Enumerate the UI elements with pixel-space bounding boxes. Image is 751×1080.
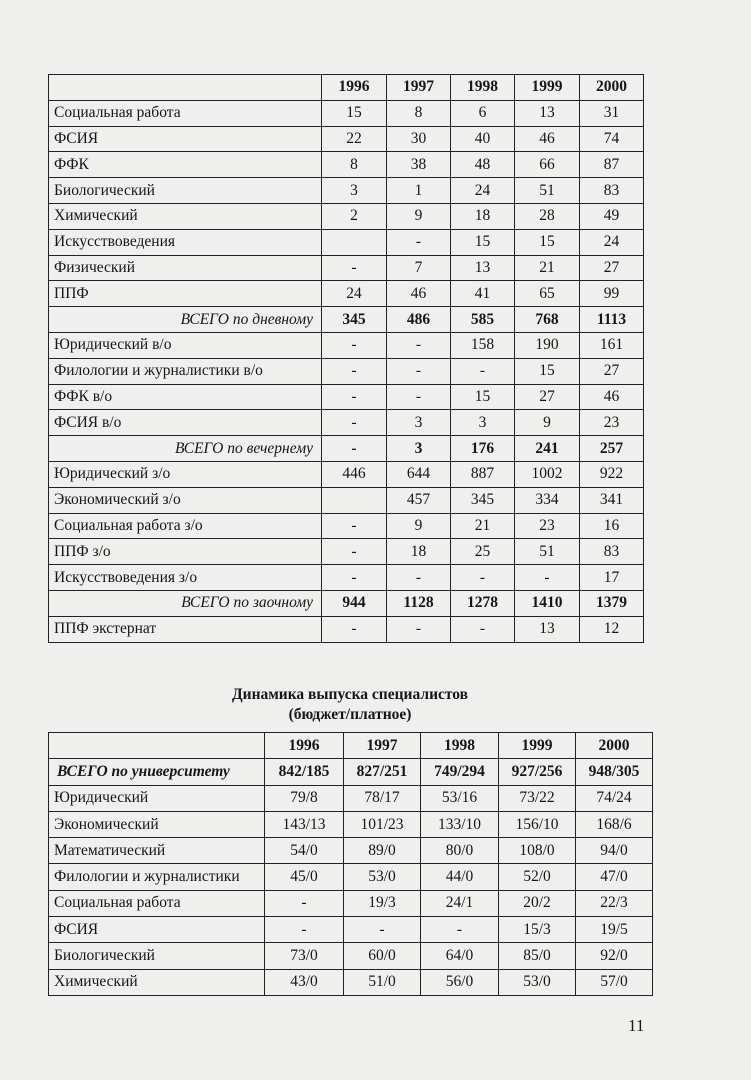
value-cell: 176 (451, 436, 515, 462)
value-cell: 887 (451, 461, 515, 487)
value-cell: 21 (451, 513, 515, 539)
value-cell: 15 (451, 229, 515, 255)
row-label: Экономический з/о (49, 487, 322, 513)
value-cell: 585 (451, 307, 515, 333)
value-cell: 28 (515, 203, 580, 229)
table-row (49, 565, 644, 591)
value-cell: - (387, 616, 451, 642)
value-cell: - (322, 539, 387, 565)
value-cell: - (451, 358, 515, 384)
value-cell: 49 (580, 203, 644, 229)
total-row (49, 759, 653, 785)
value-cell: 7 (387, 255, 451, 281)
row-label: ППФ з/о (49, 539, 322, 565)
value-cell: 16 (580, 513, 644, 539)
value-cell: 60/0 (344, 943, 421, 969)
value-cell: 944 (322, 590, 387, 616)
value-cell: 15/3 (499, 917, 576, 943)
value-cell: 92/0 (576, 943, 653, 969)
value-cell: 2 (322, 203, 387, 229)
total-row (49, 436, 644, 462)
value-cell: 257 (580, 436, 644, 462)
value-cell: 9 (387, 203, 451, 229)
value-cell: 53/0 (499, 969, 576, 995)
value-cell: 3 (451, 410, 515, 436)
row-label: Социальная работа (49, 890, 265, 916)
year-header: 2000 (576, 733, 653, 759)
value-cell: 1278 (451, 590, 515, 616)
row-label: ФСИЯ в/о (49, 410, 322, 436)
value-cell: 31 (580, 100, 644, 126)
value-cell: 53/0 (344, 864, 421, 890)
value-cell: 8 (322, 152, 387, 178)
value-cell: 18 (451, 203, 515, 229)
value-cell: 345 (322, 307, 387, 333)
value-cell: - (515, 565, 580, 591)
value-cell: 341 (580, 487, 644, 513)
table-row (49, 785, 653, 811)
value-cell: 46 (580, 384, 644, 410)
value-cell: 99 (580, 281, 644, 307)
table-row (49, 100, 644, 126)
row-label: Юридический (49, 785, 265, 811)
value-cell: 168/6 (576, 811, 653, 837)
value-cell: 21 (515, 255, 580, 281)
row-label: Искусствоведения (49, 229, 322, 255)
value-cell: 57/0 (576, 969, 653, 995)
row-label: Искусствоведения з/о (49, 565, 322, 591)
table-row (49, 943, 653, 969)
value-cell: - (322, 616, 387, 642)
page-number: 11 (628, 1016, 645, 1035)
value-cell: 43/0 (265, 969, 344, 995)
value-cell: 24 (580, 229, 644, 255)
value-cell: 47/0 (576, 864, 653, 890)
value-cell: 1128 (387, 590, 451, 616)
value-cell: 27 (580, 358, 644, 384)
value-cell: 80/0 (421, 838, 499, 864)
table-row (49, 152, 644, 178)
value-cell: - (387, 565, 451, 591)
value-cell: 51 (515, 178, 580, 204)
value-cell: 94/0 (576, 838, 653, 864)
table-row (49, 178, 644, 204)
value-cell: 79/8 (265, 785, 344, 811)
value-cell: 158 (451, 332, 515, 358)
value-cell: 25 (451, 539, 515, 565)
total-row (49, 307, 644, 333)
row-label: Биологический (49, 943, 265, 969)
table-row (49, 917, 653, 943)
value-cell: 13 (515, 616, 580, 642)
year-header: 1998 (421, 733, 499, 759)
table-row (49, 864, 653, 890)
row-label: ППФ (49, 281, 322, 307)
row-label: ВСЕГО по университету (49, 759, 265, 785)
value-cell: 19/3 (344, 890, 421, 916)
row-label: Юридический з/о (49, 461, 322, 487)
value-cell: - (387, 229, 451, 255)
value-cell: 241 (515, 436, 580, 462)
value-cell: 1113 (580, 307, 644, 333)
value-cell: 73/0 (265, 943, 344, 969)
value-cell: 15 (451, 384, 515, 410)
table-header-row (49, 733, 653, 759)
value-cell: 41 (451, 281, 515, 307)
value-cell: 1410 (515, 590, 580, 616)
table-row (49, 203, 644, 229)
value-cell: 161 (580, 332, 644, 358)
table-row (49, 838, 653, 864)
value-cell: 44/0 (421, 864, 499, 890)
year-header: 1996 (322, 75, 387, 101)
value-cell: - (322, 332, 387, 358)
value-cell: 51/0 (344, 969, 421, 995)
year-header: 1998 (451, 75, 515, 101)
value-cell: - (322, 384, 387, 410)
value-cell: - (265, 890, 344, 916)
value-cell: 9 (515, 410, 580, 436)
value-cell: 749/294 (421, 759, 499, 785)
value-cell: 87 (580, 152, 644, 178)
value-cell: - (387, 332, 451, 358)
table-row (49, 539, 644, 565)
value-cell: - (322, 436, 387, 462)
value-cell: 27 (580, 255, 644, 281)
value-cell: - (322, 565, 387, 591)
value-cell: - (387, 358, 451, 384)
value-cell: - (322, 513, 387, 539)
value-cell: 24 (322, 281, 387, 307)
value-cell: - (451, 616, 515, 642)
value-cell: 48 (451, 152, 515, 178)
value-cell: 85/0 (499, 943, 576, 969)
value-cell: - (344, 917, 421, 943)
value-cell: 27 (515, 384, 580, 410)
row-label: Математический (49, 838, 265, 864)
table-row (49, 890, 653, 916)
header-corner-cell (49, 75, 322, 101)
value-cell: 22 (322, 126, 387, 152)
value-cell: 46 (387, 281, 451, 307)
value-cell: 18 (387, 539, 451, 565)
row-label: Химический (49, 969, 265, 995)
value-cell: 78/17 (344, 785, 421, 811)
year-header: 1999 (499, 733, 576, 759)
row-label: ВСЕГО по заочному (49, 590, 322, 616)
table-header-row (49, 75, 644, 101)
value-cell (322, 487, 387, 513)
row-label: Социальная работа з/о (49, 513, 322, 539)
value-cell: 20/2 (499, 890, 576, 916)
value-cell: 19/5 (576, 917, 653, 943)
value-cell: 3 (387, 410, 451, 436)
value-cell: 83 (580, 178, 644, 204)
row-label: Экономический (49, 811, 265, 837)
row-label: ФФК (49, 152, 322, 178)
value-cell: 13 (515, 100, 580, 126)
value-cell: 23 (580, 410, 644, 436)
value-cell: 1379 (580, 590, 644, 616)
row-label: Филологии и журналистики в/о (49, 358, 322, 384)
year-header: 1999 (515, 75, 580, 101)
value-cell: 644 (387, 461, 451, 487)
year-header: 1996 (265, 733, 344, 759)
table-row (49, 969, 653, 995)
value-cell: 89/0 (344, 838, 421, 864)
table-row (49, 281, 644, 307)
table-row (49, 126, 644, 152)
year-header: 2000 (580, 75, 644, 101)
value-cell: 457 (387, 487, 451, 513)
value-cell: - (421, 917, 499, 943)
table2-caption-subtitle: (бюджет/платное) (288, 706, 412, 723)
value-cell: 52/0 (499, 864, 576, 890)
year-header: 1997 (344, 733, 421, 759)
table-row (49, 487, 644, 513)
value-cell: 6 (451, 100, 515, 126)
value-cell: 9 (387, 513, 451, 539)
table-row (49, 255, 644, 281)
value-cell: - (265, 917, 344, 943)
value-cell (322, 229, 387, 255)
total-row (49, 590, 644, 616)
value-cell: 38 (387, 152, 451, 178)
value-cell: 40 (451, 126, 515, 152)
row-label: Физический (49, 255, 322, 281)
value-cell: 1 (387, 178, 451, 204)
value-cell: 1002 (515, 461, 580, 487)
value-cell: 143/13 (265, 811, 344, 837)
value-cell: - (322, 255, 387, 281)
value-cell: 74/24 (576, 785, 653, 811)
value-cell: 56/0 (421, 969, 499, 995)
table-row (49, 513, 644, 539)
value-cell: 45/0 (265, 864, 344, 890)
value-cell: 334 (515, 487, 580, 513)
value-cell: 948/305 (576, 759, 653, 785)
value-cell: - (322, 410, 387, 436)
value-cell: 73/22 (499, 785, 576, 811)
row-label: ФСИЯ (49, 917, 265, 943)
value-cell: 12 (580, 616, 644, 642)
row-label: Юридический в/о (49, 332, 322, 358)
row-label: ВСЕГО по дневному (49, 307, 322, 333)
value-cell: 768 (515, 307, 580, 333)
value-cell: 345 (451, 487, 515, 513)
value-cell: 66 (515, 152, 580, 178)
value-cell: 486 (387, 307, 451, 333)
value-cell: 108/0 (499, 838, 576, 864)
value-cell: 15 (322, 100, 387, 126)
graduates-table (48, 732, 653, 996)
table-row (49, 384, 644, 410)
row-label: ФСИЯ (49, 126, 322, 152)
enrollment-table (48, 74, 644, 643)
row-label: Химический (49, 203, 322, 229)
value-cell: 156/10 (499, 811, 576, 837)
value-cell: 64/0 (421, 943, 499, 969)
value-cell: 15 (515, 358, 580, 384)
value-cell: 23 (515, 513, 580, 539)
table-row (49, 358, 644, 384)
value-cell: 3 (322, 178, 387, 204)
value-cell: - (322, 358, 387, 384)
value-cell: 827/251 (344, 759, 421, 785)
value-cell: 24/1 (421, 890, 499, 916)
row-label: ППФ экстернат (49, 616, 322, 642)
value-cell: 8 (387, 100, 451, 126)
value-cell: 22/3 (576, 890, 653, 916)
table-row (49, 811, 653, 837)
row-label: Биологический (49, 178, 322, 204)
value-cell: 54/0 (265, 838, 344, 864)
header-corner-cell (49, 733, 265, 759)
table-row (49, 332, 644, 358)
row-label: Филологии и журналистики (49, 864, 265, 890)
value-cell: 3 (387, 436, 451, 462)
value-cell: - (387, 384, 451, 410)
value-cell: 446 (322, 461, 387, 487)
value-cell: 46 (515, 126, 580, 152)
value-cell: - (451, 565, 515, 591)
value-cell: 83 (580, 539, 644, 565)
value-cell: 30 (387, 126, 451, 152)
table2-caption-title: Динамика выпуска специалистов (231, 686, 469, 703)
row-label: Социальная работа (49, 100, 322, 126)
value-cell: 101/23 (344, 811, 421, 837)
value-cell: 74 (580, 126, 644, 152)
value-cell: 24 (451, 178, 515, 204)
value-cell: 53/16 (421, 785, 499, 811)
row-label: ВСЕГО по вечернему (49, 436, 322, 462)
table-row (49, 410, 644, 436)
value-cell: 15 (515, 229, 580, 255)
value-cell: 842/185 (265, 759, 344, 785)
value-cell: 13 (451, 255, 515, 281)
year-header: 1997 (387, 75, 451, 101)
value-cell: 133/10 (421, 811, 499, 837)
table-row (49, 461, 644, 487)
table-row (49, 616, 644, 642)
row-label: ФФК в/о (49, 384, 322, 410)
value-cell: 51 (515, 539, 580, 565)
value-cell: 190 (515, 332, 580, 358)
value-cell: 927/256 (499, 759, 576, 785)
value-cell: 65 (515, 281, 580, 307)
value-cell: 922 (580, 461, 644, 487)
table-row (49, 229, 644, 255)
value-cell: 17 (580, 565, 644, 591)
